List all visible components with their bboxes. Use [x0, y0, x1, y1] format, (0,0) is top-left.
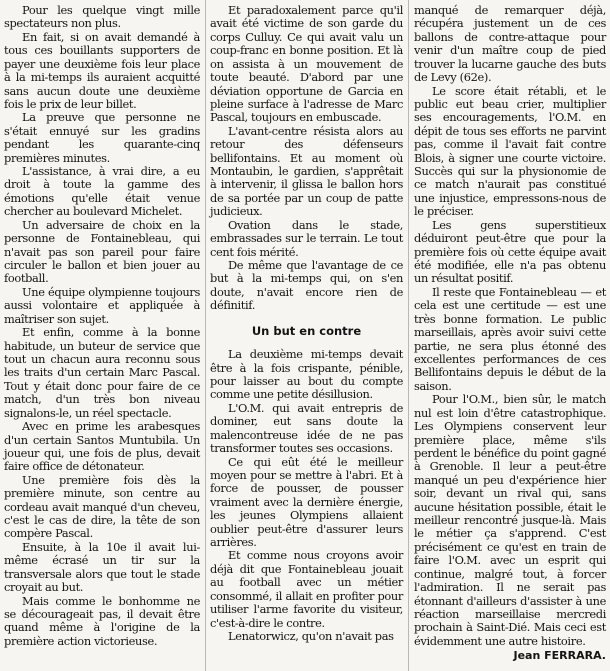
- paragraph: Une première fois dès la première minute, son centre au cordeau avait manqué d'un cheveu, c'est le cas de dire, la tête de son compère Pascal.: [4, 472, 200, 541]
- paragraph: La preuve que personne ne s'était ennuyé sur les gradins pendant les quarante-cinq premières minutes.: [4, 110, 200, 165]
- paragraph: Et enfin, comme à la bonne habitude, un buteur de service que tout un chacun aura reconnu sous les traits d'un certain Marc Pascal. Tout y était donc pour faire de ce match, d'un très bon niveau signalons-le, un réel spectacle.: [4, 325, 200, 420]
- paragraph: Avec en prime les arabesques d'un certain Santos Muntubila. Un joueur qui, une fois de plus, devait faire office de détonateur.: [4, 419, 200, 474]
- article-column-2: [210, 4, 403, 643]
- paragraph: De même que l'avantage de ce but à la mi-temps qui, on s'en doute, n'avait encore rien de définitif.: [210, 258, 403, 313]
- paragraph: Une équipe olympienne toujours aussi volontaire et appliquée à maîtriser son sujet.: [4, 284, 200, 326]
- paragraph: manqué de remarquer déjà, récupéra justement un de ces ballons de contre-attaque pour venir d'un maître coup de pied trouver la lucarne gauche des buts de Levy (62e).: [414, 3, 606, 85]
- paragraph: Ce qui eût été le meilleur moyen pour se mettre à l'abri. Et à force de pousser, de pousser vraiment avec la dernière énergie, les jeunes Olympiens allaient oublier peut-être d'assurer leurs arrières.: [210, 454, 403, 550]
- paragraph: Lenatorwicz, qu'on n'avait pas: [228, 628, 394, 643]
- author-signature: Jean FERRARA.: [513, 649, 606, 663]
- paragraph: Et comme nous croyons avoir déjà dit que Fontainebleau jouait au football avec un métier consommé, il allait en profiter pour utiliser l'arme favorite du visiteur, c'est-à-dire le contre.: [210, 548, 403, 630]
- paragraph: L'assistance, à vrai dire, a eu droit à toute la gamme des émotions qu'elle était venue chercher au boulevard Michelet.: [4, 164, 200, 219]
- paragraph: Pour les quelque vingt mille spectateurs non plus.: [4, 3, 200, 31]
- column-divider: [205, 0, 206, 671]
- section-heading: Un but en contre: [251, 323, 362, 338]
- column-divider: [408, 0, 409, 671]
- paragraph: Ovation dans le stade, embrassades sur le terrain. Le tout cent fois mérité.: [210, 217, 403, 259]
- article-column-1: [4, 4, 200, 648]
- paragraph: L'O.M. qui avait entrepris de dominer, eut sans doute la malencontreuse idée de ne pas transformer toutes ses occasions.: [210, 400, 403, 456]
- paragraph: Et paradoxalement parce qu'il avait été victime de son garde du corps Culluy. Ce qui avait valu un coup-franc en bonne position. Et là on assista à un mouvement de toute beauté. D'abord par une déviation opportune de Garcia en pleine surface à l'adresse de Marc Pascal, toujours en embuscade.: [210, 3, 403, 125]
- paragraph: Pour l'O.M., bien sûr, le match nul est loin d'être catastrophique. Les Olympiens conservent leur première place, même s'ils perdent le bénéfice du point gagné à Grenoble. Il leur a peut-être manqué un peu d'expérience hier soir, devant un rival qui, sans aucune hésitation possible, était le meilleur rencontré jusque-là. Mais le métier ça s'apprend. C'est précisément ce qu'est en train de faire l'O.M. avec un esprit qui continue, malgré tout, à forcer l'admiration. Il ne serait pas étonnant d'ailleurs d'assister à une réaction marseillaise mercredi prochain à Saint-Dié. Mais ceci est évidemment une autre histoire.: [414, 392, 606, 648]
- paragraph: Ensuite, à la 10e il avait lui-même écrasé un tir sur la transversale alors que tout le stade croyait au but.: [4, 539, 200, 595]
- paragraph: Le score était rétabli, et le public eut beau crier, multiplier ses encouragements, l'O.M. en dépit de tous ses efforts ne parvint pas, comme il l'avait fait contre Blois, à signer une courte victoire. Succès qui sur la physionomie de ce match n'aurait pas constitué une injustice, empressons-nous de le préciser.: [414, 83, 606, 219]
- paragraph: L'avant-centre résista alors au retour des défenseurs bellifontains. Et au moment où Montaubin, le gardien, s'apprêtait à intervenir, il glissa le ballon hors de sa portée par un coup de patte judicieux.: [210, 123, 403, 219]
- paragraph: Les gens superstitieux déduiront peut-être que pour la première fois où cette équipe avait été modifiée, elle n'a pas obtenu un résultat positif.: [414, 217, 606, 286]
- paragraph: Il reste que Fontainebleau — et cela est une certitude — est une très bonne formation. Le public marseillais, après avoir suivi cette partie, ne sera plus étonné des excellentes performances de ces Bellifontains depuis le début de la saison.: [414, 284, 606, 393]
- paragraph: Mais comme le bonhomme ne se décourageait pas, il devait être quand même à l'origine de la première action victorieuse.: [4, 593, 200, 648]
- article-column-3: [414, 4, 606, 663]
- paragraph: En fait, si on avait demandé à tous ces bouillants supporters de payer une deuxième fois leur place à la mi-temps ils auraient acquitté sans aucun doute une deuxième fois le prix de leur billet.: [4, 29, 200, 111]
- paragraph: La deuxième mi-temps devait être à la fois crispante, pénible, pour laisser au bout du compte comme une petite désillusion.: [210, 347, 403, 402]
- paragraph: Un adversaire de choix en la personne de Fontainebleau, qui n'avait pas son pareil pour faire circuler le ballon et bien jouer au football.: [4, 217, 200, 286]
